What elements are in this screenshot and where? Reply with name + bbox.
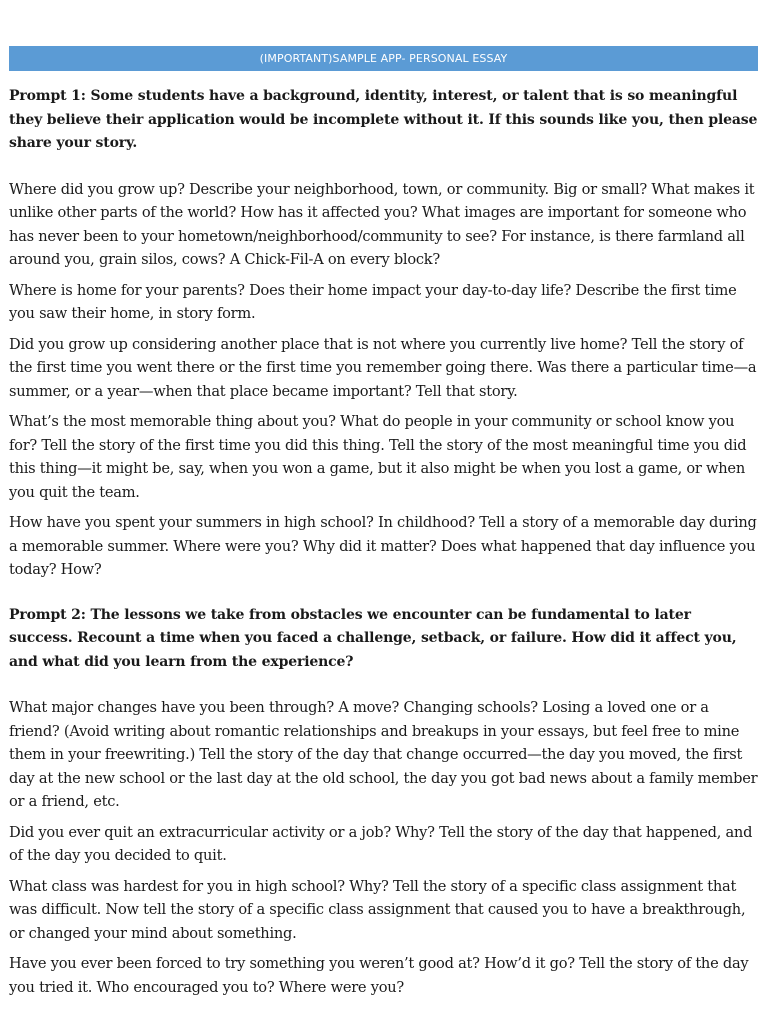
prompt-1-paragraph-4: What’s the most memorable thing about you? What do people in your community or school know you for? Tell the story of the first time you did this thing. Tell the story of the most meaningful time you did this thing—it might be, say, when you won a game, but it also might be when you lost a game, or when you quit the team.: [9, 413, 747, 501]
prompt-2-heading: Prompt 2: The lessons we take from obstacles we encounter can be fundamental to later success. Recount a time when you faced a challenge, setback, or failure. How did it affect you, and what did you learn from the experience?: [9, 606, 737, 670]
prompt-1-paragraph-5: How have you spent your summers in high school? In childhood? Tell a story of a memorable day during a memorable summer. Where were you? Why did it matter? Does what happened that day influence you today? How?: [9, 514, 757, 578]
prompt-1-paragraph-1: Where did you grow up? Describe your neighborhood, town, or community. Big or small? What makes it unlike other parts of the world? How has it affected you? What images are important for someone who has never been to your hometown/neighborhood/community to see? For instance, is there farmland all around you, grain silos, cows? A Chick-Fil-A on every block?: [9, 180, 755, 268]
prompt-1-paragraph-3: Did you grow up considering another place that is not where you currently live home? Tell the story of the first time you went there or the first time you remember going there. Was there a particular time—a summer, or a year—when that place became important? Tell that story.: [9, 335, 757, 400]
prompt-2-paragraph-2: Did you ever quit an extracurricular activity or a job? Why? Tell the story of the day that happened, and of the day you decided to quit.: [9, 823, 753, 864]
document-header-bar: (IMPORTANT)SAMPLE APP- PERSONAL ESSAY: [9, 46, 758, 71]
prompt-1-paragraph-2: Where is home for your parents? Does their home impact your day-to-day life? Describe the first time you saw their home, in story form.: [9, 281, 737, 322]
document-page: [9, 46, 758, 999]
prompt-2-paragraph-1: What major changes have you been through? A move? Changing schools? Losing a loved one or a friend? (Avoid writing about romantic relationships and breakups in your essays, but feel free to mine them in your freewriting.) Tell the story of the day that change occurred—the day you moved, the first day at the new school or the last day at the old school, the day you got bad news about a family member or a friend, etc.: [9, 699, 758, 810]
prompt-2-paragraph-4: Have you ever been forced to try something you weren’t good at? How’d it go? Tell the story of the day you tried it. Who encouraged you to? Where were you?: [9, 955, 749, 996]
prompt-2-paragraph-3: What class was hardest for you in high school? Why? Tell the story of a specific class assignment that was difficult. Now tell the story of a specific class assignment that caused you to have a breakthrough, or changed your mind about something.: [9, 877, 746, 942]
prompt-1-heading: Prompt 1: Some students have a background, identity, interest, or talent that is so meaningful they believe their application would be incomplete without it. If this sounds like you, then please share your story.: [9, 88, 758, 151]
